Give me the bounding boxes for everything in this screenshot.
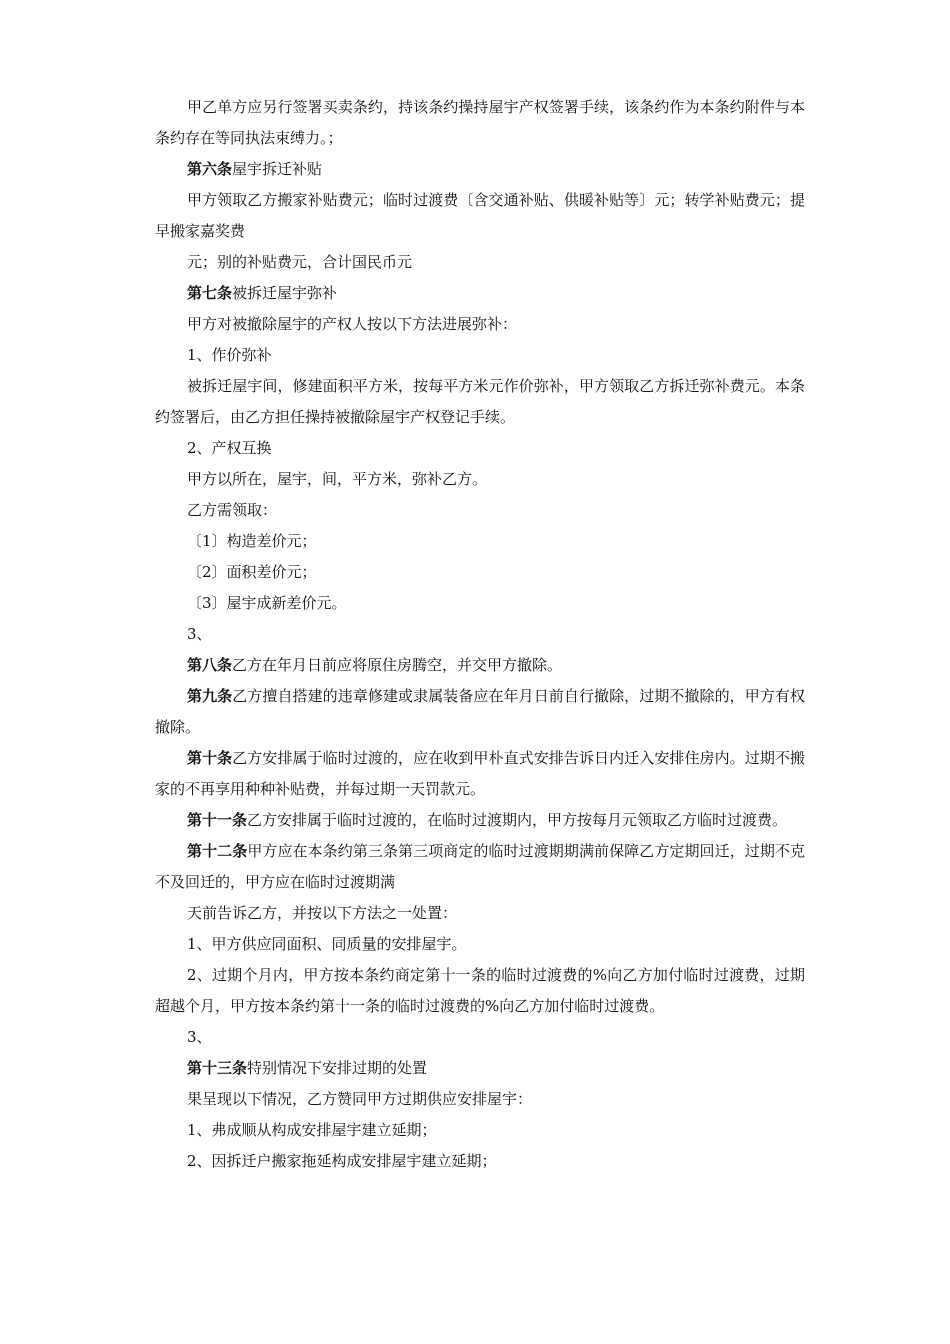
paragraph: [155, 185, 805, 247]
paragraph-text: 2、过期个月内，甲方按本条约商定第十一条的临时过渡费的%向乙方加付临时过渡费，过期超越个月，甲方按本条约第十一条的临时过渡费的%向乙方加付临时过渡费。: [155, 966, 805, 1015]
paragraph-text: 甲方以所在，屋宇，间，平方米，弥补乙方。: [187, 470, 488, 488]
paragraph-text: 甲方应在本条约第三条第三项商定的临时过渡期期满前保障乙方定期回迁，过期不克不及回迁的，甲方应在临时过渡期满: [155, 842, 805, 891]
paragraph-text: 乙方需领取：: [187, 501, 278, 519]
paragraph-text: 〔2〕面积差价元；: [187, 563, 317, 581]
paragraph-text: 被拆迁屋宇弥补: [232, 284, 338, 302]
paragraph: [155, 1022, 805, 1053]
clause-heading: 第六条: [187, 160, 233, 178]
paragraph: [155, 340, 805, 371]
paragraph: [155, 681, 805, 743]
clause-heading: 第八条: [187, 656, 233, 674]
paragraph-text: 被拆迁屋宇间，修建面积平方米，按每平方米元作价弥补，甲方领取乙方拆迁弥补费元。本条约签署后，由乙方担任操持被撤除屋宇产权登记手续。: [155, 377, 805, 426]
paragraph-text: 元；别的补贴费元，合计国民币元: [187, 253, 413, 271]
paragraph-text: 2、因拆迁户搬家拖延构成安排屋宇建立延期；: [187, 1152, 497, 1170]
clause-heading: 第七条: [187, 284, 233, 302]
paragraph-text: 3、: [187, 1028, 212, 1046]
paragraph-text: 〔1〕构造差价元；: [187, 532, 317, 550]
paragraph-text: 乙方在年月日前应将原住房腾空，并交甲方撤除。: [232, 656, 563, 674]
paragraph: [155, 371, 805, 433]
paragraph: [155, 836, 805, 898]
paragraph-text: 乙方擅自搭建的违章修建或隶属装备应在年月日前自行撤除，过期不撤除的，甲方有权撤除。: [155, 687, 805, 736]
paragraph: [155, 1084, 805, 1115]
paragraph: [155, 743, 805, 805]
paragraph: [155, 619, 805, 650]
paragraph-text: 2、产权互换: [187, 439, 272, 457]
paragraph: [155, 154, 805, 185]
paragraph-text: 1、弗成顺从构成安排屋宇建立延期；: [187, 1121, 437, 1139]
paragraph-text: 甲方领取乙方搬家补贴费元；临时过渡费〔含交通补贴、供暖补贴等〕元；转学补贴费元；提早搬家嘉奖费: [155, 191, 805, 240]
paragraph: [155, 1053, 805, 1084]
paragraph: [155, 650, 805, 681]
paragraph-text: 〔3〕屋宇成新差价元。: [187, 594, 347, 612]
clause-heading: 第十三条: [187, 1059, 248, 1077]
paragraph: [155, 526, 805, 557]
clause-heading: 第十二条: [187, 842, 248, 860]
paragraph-text: 乙方安排属于临时过渡的，在临时过渡期内，甲方按每月元领取乙方临时过渡费。: [247, 811, 788, 829]
paragraph: [155, 247, 805, 278]
paragraph: [155, 92, 805, 154]
paragraph-text: 天前告诉乙方，并按以下方法之一处置：: [187, 904, 458, 922]
paragraph-text: 甲乙单方应另行签署买卖条约，持该条约操持屋宇产权签署手续，该条约作为本条约附件与本条约存在等同执法束缚力。；: [155, 98, 805, 147]
paragraph: [155, 898, 805, 929]
paragraph: [155, 278, 805, 309]
paragraph-text: 1、作价弥补: [187, 346, 272, 364]
paragraph: [155, 805, 805, 836]
clause-heading: 第十条: [187, 749, 233, 767]
paragraph: [155, 929, 805, 960]
paragraph: [155, 309, 805, 340]
paragraph-text: 特别情况下安排过期的处置: [247, 1059, 428, 1077]
paragraph-text: 3、: [187, 625, 212, 643]
paragraph: [155, 588, 805, 619]
paragraph: [155, 433, 805, 464]
paragraph: [155, 960, 805, 1022]
paragraph-text: 乙方安排属于临时过渡的，应在收到甲朴直式安排告诉日内迁入安排住房内。过期不搬家的不再享用种种补贴费，并每过期一天罚款元。: [155, 749, 805, 798]
paragraph-text: 甲方对被撤除屋宇的产权人按以下方法进展弥补：: [187, 315, 518, 333]
paragraph: [155, 1146, 805, 1177]
paragraph-text: 果呈现以下情况，乙方赞同甲方过期供应安排屋宇：: [187, 1090, 533, 1108]
paragraph: [155, 464, 805, 495]
clause-heading: 第十一条: [187, 811, 248, 829]
paragraph-text: 屋宇拆迁补贴: [232, 160, 323, 178]
paragraph: [155, 557, 805, 588]
paragraph: [155, 495, 805, 526]
document-body: [155, 92, 805, 1177]
clause-heading: 第九条: [187, 687, 233, 705]
paragraph-text: 1、甲方供应同面积、同质量的安排屋宇。: [187, 935, 467, 953]
paragraph: [155, 1115, 805, 1146]
